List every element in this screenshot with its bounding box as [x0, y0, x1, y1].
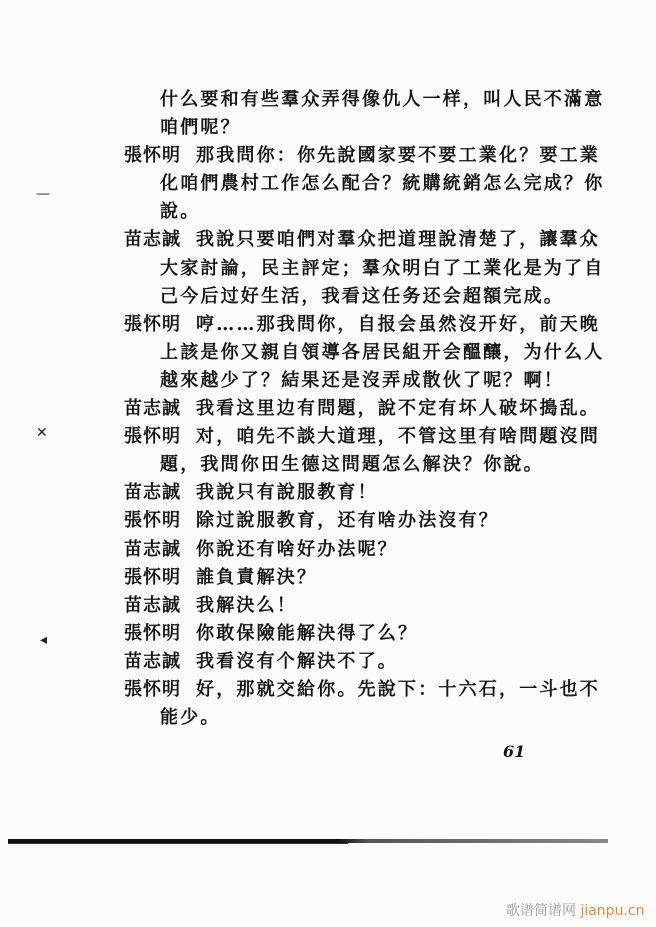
- dialogue-line: 好，那就交給你。先說下：十六石，一斗也不: [196, 678, 600, 700]
- dialogue-line: 你敢保險能解決得了么？: [196, 622, 419, 644]
- speaker-name: 張怀明: [124, 145, 181, 167]
- watermark: [506, 900, 644, 920]
- dialogue-line: 誰負責解決？: [196, 566, 318, 588]
- dialogue-entry: [0, 423, 656, 479]
- speaker-name: 張怀明: [124, 678, 181, 700]
- dialogue-line: 除过說服教育，还有啥办法沒有？: [196, 510, 499, 532]
- dialogue-entry: [0, 395, 656, 423]
- dialogue-line: 咱們呢？: [160, 117, 241, 139]
- dialogue-entry: [0, 479, 656, 507]
- footer-rule-underline: [8, 843, 348, 844]
- dialogue-line: 化咱們農村工作怎么配合？統購統銷怎么完成？你: [160, 173, 605, 195]
- dialogue-line: 越來越少了？結果还是沒弄成散伙了呢？啊！: [160, 369, 564, 391]
- scan-speck: ✕: [36, 425, 48, 441]
- dialogue-entry: [0, 676, 656, 732]
- document-page: [0, 86, 656, 732]
- dialogue-entry: [0, 564, 656, 592]
- dialogue-line: 題，我問你田生德这問題怎么解決？你說。: [160, 454, 544, 476]
- dialogue-line: 你說还有啥好办法呢？: [196, 538, 398, 560]
- dialogue-line: 什么要和有些羣众弄得像仇人一样，叫人民不滿意: [160, 89, 605, 110]
- dialogue-line: 能少。: [160, 707, 221, 729]
- dialogue-line: 上該是你又親自領導各居民組开会醞釀，为什么人: [160, 341, 605, 363]
- dialogue-entry: [0, 648, 656, 676]
- speaker-name: 張怀明: [124, 622, 181, 644]
- dialogue-line: 对，咱先不談大道理，不管这里有啥問題沒問: [196, 426, 600, 448]
- speaker-name: 張怀明: [124, 426, 181, 448]
- speaker-name: 苗志誠: [124, 594, 181, 616]
- dialogue-line: 我看沒有个解決不了。: [196, 650, 398, 672]
- dialogue-entry: [0, 311, 656, 395]
- dialogue-entry: [0, 142, 656, 226]
- page-number: 61: [503, 742, 526, 761]
- dialogue-entry: [0, 86, 656, 142]
- dialogue-line: 我看这里边有問題，說不定有坏人破坏搗乱。: [196, 398, 600, 420]
- scan-speck: ◂: [40, 632, 48, 648]
- dialogue-line: 那我問你：你先說國家要不要工業化？要工業: [196, 145, 600, 167]
- dialogue-entry: [0, 507, 656, 535]
- dialogue-entry: [0, 592, 656, 620]
- dialogue-line: 我說只要咱們对羣众把道理說清楚了，讓羣众: [196, 229, 600, 251]
- speaker-name: 苗志誠: [124, 398, 181, 420]
- scan-speck: —: [36, 186, 50, 202]
- speaker-name: 張怀明: [124, 313, 181, 335]
- speaker-name: 苗志誠: [124, 538, 181, 560]
- dialogue-line: 說。: [160, 201, 201, 223]
- dialogue-line: 己今后过好生活，我看这任务还会超額完成。: [160, 285, 564, 307]
- dialogue-line: 哼……那我問你，自报会虽然沒开好，前天晚: [196, 313, 600, 335]
- speaker-name: 苗志誠: [124, 229, 181, 251]
- dialogue-line: 我說只有說服教育！: [196, 482, 378, 504]
- dialogue-entry: [0, 620, 656, 648]
- speaker-name: 張怀明: [124, 510, 181, 532]
- dialogue-line: 大家討論，民主評定；羣众明白了工業化是为了自: [160, 257, 605, 279]
- speaker-name: 苗志誠: [124, 650, 181, 672]
- watermark-cn: 歌谱简谱网: [506, 903, 576, 919]
- watermark-en: jianpu.cn: [580, 903, 645, 919]
- dialogue-line: 我解決么！: [196, 594, 297, 616]
- speaker-name: 苗志誠: [124, 482, 181, 504]
- speaker-name: 張怀明: [124, 566, 181, 588]
- dialogue-entry: [0, 226, 656, 310]
- dialogue-entry: [0, 536, 656, 564]
